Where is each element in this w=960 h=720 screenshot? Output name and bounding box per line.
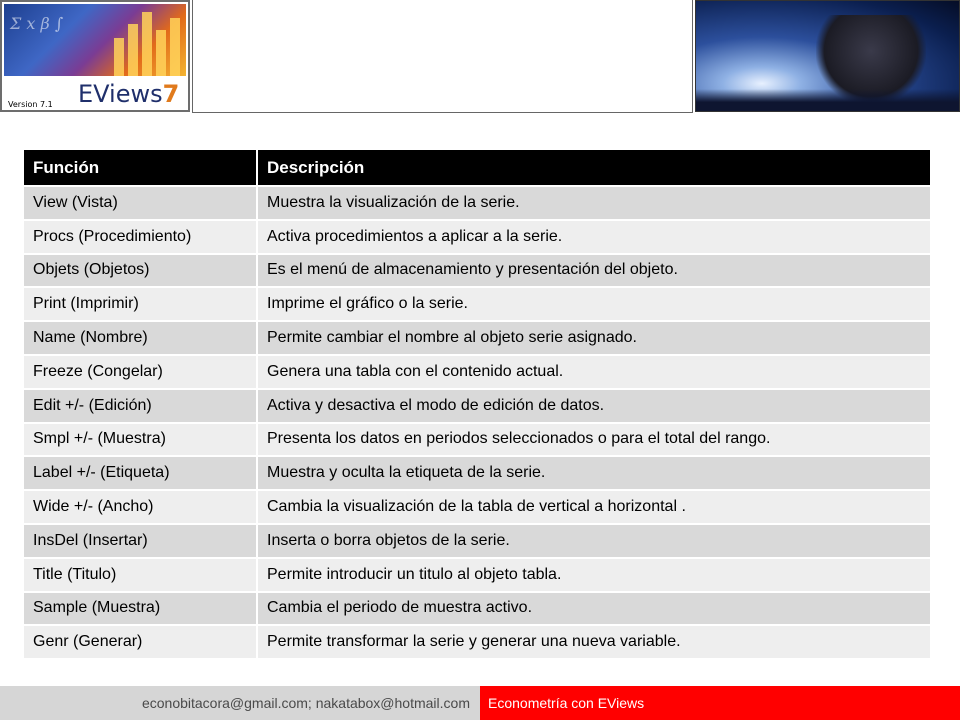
logo-version: Version 7.1	[8, 100, 53, 109]
function-cell: Genr (Generar)	[24, 626, 256, 660]
description-cell: Activa procedimientos a aplicar a la serie.	[256, 221, 930, 255]
function-cell: Smpl +/- (Muestra)	[24, 424, 256, 458]
description-cell: Genera una tabla con el contenido actual.	[256, 356, 930, 390]
header-banner	[0, 0, 960, 114]
function-cell: Freeze (Congelar)	[24, 356, 256, 390]
description-cell: Cambia el periodo de muestra activo.	[256, 593, 930, 627]
description-cell: Imprime el gráfico o la serie.	[256, 288, 930, 322]
description-cell: Permite introducir un titulo al objeto tabla.	[256, 559, 930, 593]
function-cell: InsDel (Insertar)	[24, 525, 256, 559]
table-row	[24, 626, 930, 660]
logo-brand: EViews	[78, 80, 163, 108]
table-header-row	[24, 150, 930, 187]
function-cell: Print (Imprimir)	[24, 288, 256, 322]
description-cell: Inserta o borra objetos de la serie.	[256, 525, 930, 559]
logo-wordmark	[78, 80, 179, 108]
description-cell: Cambia la visualización de la tabla de vertical a horizontal .	[256, 491, 930, 525]
logo-artwork	[4, 4, 186, 76]
function-cell: Objets (Objetos)	[24, 255, 256, 289]
function-cell: Title (Titulo)	[24, 559, 256, 593]
table-row	[24, 559, 930, 593]
table-row	[24, 187, 930, 221]
table-row	[24, 491, 930, 525]
functions-table	[24, 150, 930, 660]
table-row	[24, 356, 930, 390]
photo-ridge	[696, 89, 960, 111]
table-row	[24, 593, 930, 627]
function-cell: Name (Nombre)	[24, 322, 256, 356]
table-row	[24, 221, 930, 255]
function-cell: View (Vista)	[24, 187, 256, 221]
table-row	[24, 525, 930, 559]
header-funcion: Función	[24, 150, 256, 187]
footer	[0, 686, 960, 720]
logo-brand-number: 7	[162, 80, 180, 108]
table-row	[24, 288, 930, 322]
function-cell: Sample (Muestra)	[24, 593, 256, 627]
header-photo	[695, 0, 960, 112]
description-cell: Muestra la visualización de la serie.	[256, 187, 930, 221]
footer-emails: econobitacora@gmail.com; nakatabox@hotmail.com	[0, 686, 480, 720]
function-cell: Procs (Procedimiento)	[24, 221, 256, 255]
table-row	[24, 457, 930, 491]
description-cell: Muestra y oculta la etiqueta de la serie.	[256, 457, 930, 491]
description-cell: Presenta los datos en periodos seleccionados o para el total del rango.	[256, 424, 930, 458]
table-row	[24, 322, 930, 356]
description-cell: Activa y desactiva el modo de edición de datos.	[256, 390, 930, 424]
description-cell: Es el menú de almacenamiento y presentación del objeto.	[256, 255, 930, 289]
eviews-logo	[0, 0, 190, 112]
table-row	[24, 424, 930, 458]
description-cell: Permite cambiar el nombre al objeto serie asignado.	[256, 322, 930, 356]
logo-formula-decoration: Σ x β ∫	[10, 14, 64, 33]
description-cell: Permite transformar la serie y generar una nueva variable.	[256, 626, 930, 660]
header-descripcion: Descripción	[256, 150, 930, 187]
table-row	[24, 255, 930, 289]
table-row	[24, 390, 930, 424]
function-cell: Label +/- (Etiqueta)	[24, 457, 256, 491]
footer-course-title: Econometría con EViews	[480, 686, 960, 720]
header-blank-panel	[192, 0, 693, 113]
function-cell: Wide +/- (Ancho)	[24, 491, 256, 525]
function-cell: Edit +/- (Edición)	[24, 390, 256, 424]
